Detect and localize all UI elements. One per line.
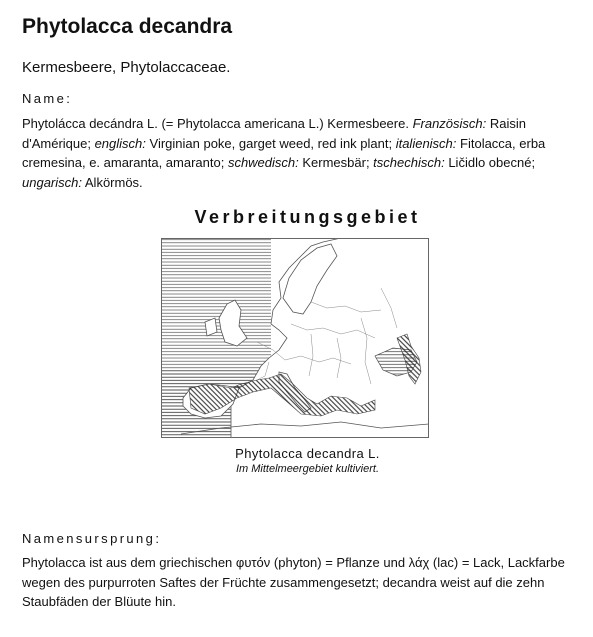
name-text-segment: Virginian poke, garget weed, red ink plant; bbox=[145, 135, 396, 151]
name-text-segment: Ličidlo obecné; bbox=[444, 155, 536, 170]
name-section-label: Name: bbox=[22, 91, 73, 106]
language-label: tschechisch: bbox=[373, 155, 445, 170]
map-heading: Verbreitungsgebiet bbox=[194, 207, 421, 227]
europe-map-figure bbox=[161, 238, 429, 438]
distribution-map bbox=[161, 238, 429, 438]
page-title: Phytolacca decandra bbox=[22, 15, 233, 38]
origin-section-label: Namensursprung: bbox=[22, 531, 162, 546]
language-label: ungarisch: bbox=[22, 174, 82, 190]
origin-section-text: Phytolacca ist aus dem griechischen φυτόν (phyton) = Pflanze und λάχ (lac) = Lack, Lackfarbe wegen des purpurroten Saftes der Früchte zusammengesetzt; decandra weist auf die zehn Staubfäden der Blüute hin. bbox=[22, 555, 565, 609]
page-subtitle: Kermesbeere, Phytolaccaceae. bbox=[22, 59, 231, 76]
language-label: englisch: bbox=[94, 135, 146, 151]
language-label: Französisch: bbox=[412, 116, 487, 131]
name-text-segment: Phytolácca decándra L. (= Phytolacca americana L.) Kermesbeere. bbox=[22, 116, 413, 131]
name-text-segment: Kermesbär; bbox=[298, 155, 374, 170]
name-text-segment: Alkörmös. bbox=[81, 174, 143, 190]
name-text-segment: Raisin d'Amérique; bbox=[22, 116, 527, 151]
language-label: schwedisch: bbox=[227, 155, 299, 170]
map-caption: Phytolacca decandra L. bbox=[235, 446, 380, 461]
language-label: italienisch: bbox=[395, 135, 457, 151]
name-text-segment: Fitolacca, erba cremesina, e. amaranta, amaranto; bbox=[22, 135, 546, 170]
map-note: Im Mittelmeergebiet kultiviert. bbox=[235, 463, 380, 475]
name-section-text bbox=[22, 114, 567, 192]
